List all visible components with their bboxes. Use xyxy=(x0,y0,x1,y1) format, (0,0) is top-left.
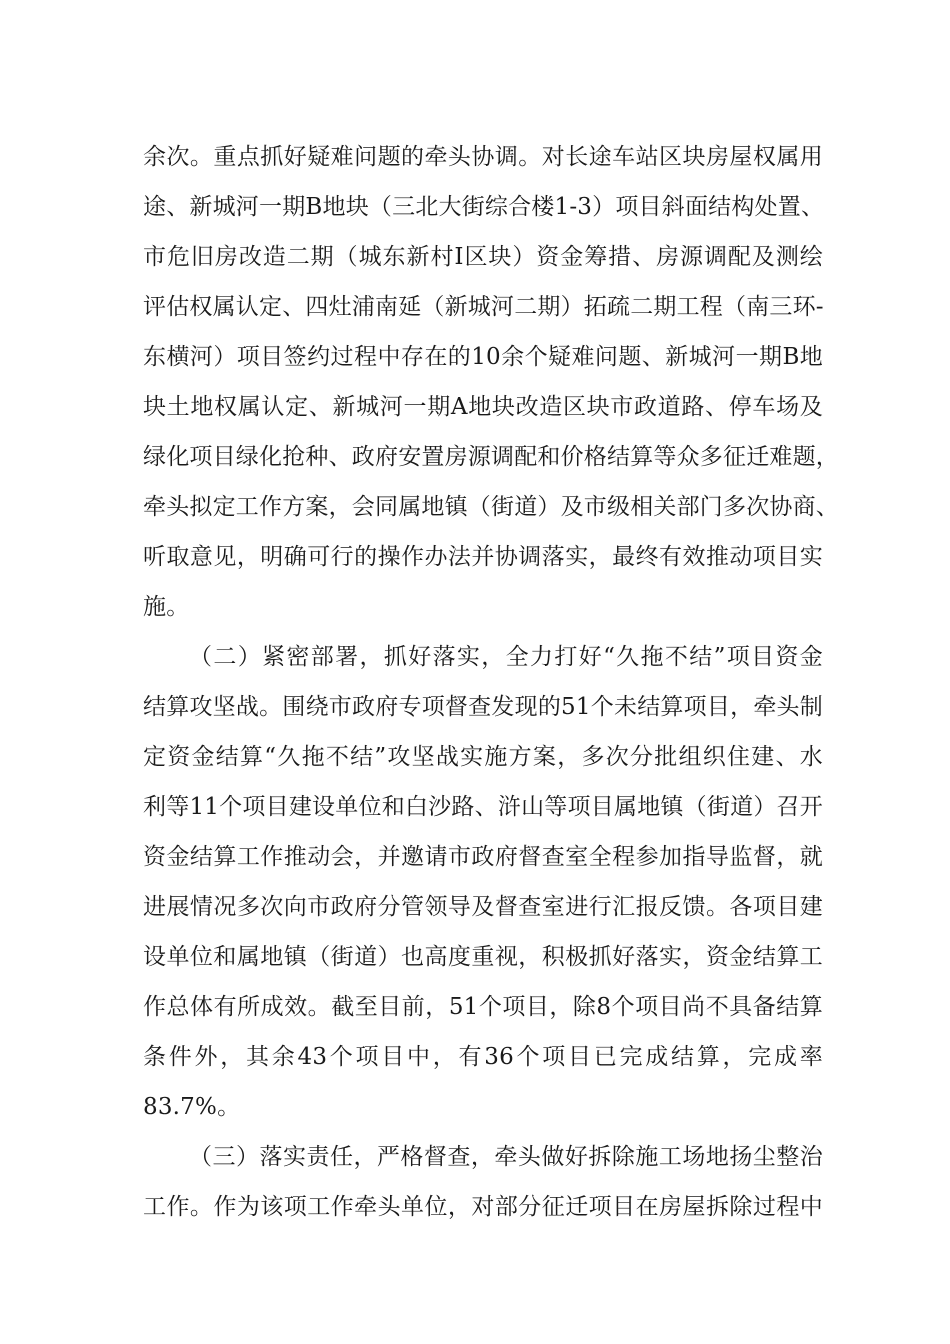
text-line: 进展情况多次向市政府分管领导及督查室进行汇报反馈。各项目建 xyxy=(143,894,823,920)
paragraph-end-line: 83.7%。 xyxy=(143,1094,241,1120)
text-line: 市危旧房改造二期（城东新村Ⅰ区块）资金筹措、房源调配及测绘 xyxy=(143,244,823,270)
text-line: 工作。作为该项工作牵头单位，对部分征迁项目在房屋拆除过程中 xyxy=(143,1194,823,1220)
text-line: 绿化项目绿化抢种、政府安置房源调配和价格结算等众多征迁难题， xyxy=(143,444,839,470)
text-line: 结算攻坚战。围绕市政府专项督查发现的51个未结算项目，牵头制 xyxy=(143,694,823,720)
text-line: 定资金结算“久拖不结”攻坚战实施方案，多次分批组织住建、水 xyxy=(143,744,823,770)
text-line: 条件外，其余43个项目中，有36个项目已完成结算，完成率 xyxy=(143,1044,823,1070)
text-line: 作总体有所成效。截至目前，51个项目，除8个项目尚不具备结算 xyxy=(143,994,823,1020)
document-body xyxy=(143,132,839,1232)
text-line: 牵头拟定工作方案，会同属地镇（街道）及市级相关部门多次协商、 xyxy=(143,494,839,520)
text-line: 途、新城河一期B地块（三北大街综合楼1-3）项目斜面结构处置、 xyxy=(143,194,825,220)
text-line: 设单位和属地镇（街道）也高度重视，积极抓好落实，资金结算工 xyxy=(143,944,823,970)
text-line: 资金结算工作推动会，并邀请市政府督查室全程参加指导监督，就 xyxy=(143,844,823,870)
paragraph-end-line: 施。 xyxy=(143,594,190,620)
paragraph-heading-line: （二）紧密部署，抓好落实，全力打好“久拖不结”项目资金 xyxy=(189,644,823,670)
text-line: 东横河）项目签约过程中存在的10余个疑难问题、新城河一期B地 xyxy=(143,344,823,370)
text-line: 块土地权属认定、新城河一期A地块改造区块市政道路、停车场及 xyxy=(143,394,823,420)
text-line: 评估权属认定、四灶浦南延（新城河二期）拓疏二期工程（南三环- xyxy=(143,294,824,320)
text-line: 利等11个项目建设单位和白沙路、浒山等项目属地镇（街道）召开 xyxy=(143,794,823,820)
paragraph-heading-line: （三）落实责任，严格督查，牵头做好拆除施工场地扬尘整治 xyxy=(189,1144,823,1170)
text-line: 余次。重点抓好疑难问题的牵头协调。对长途车站区块房屋权属用 xyxy=(143,144,823,170)
text-line: 听取意见，明确可行的操作办法并协调落实，最终有效推动项目实 xyxy=(143,544,823,570)
